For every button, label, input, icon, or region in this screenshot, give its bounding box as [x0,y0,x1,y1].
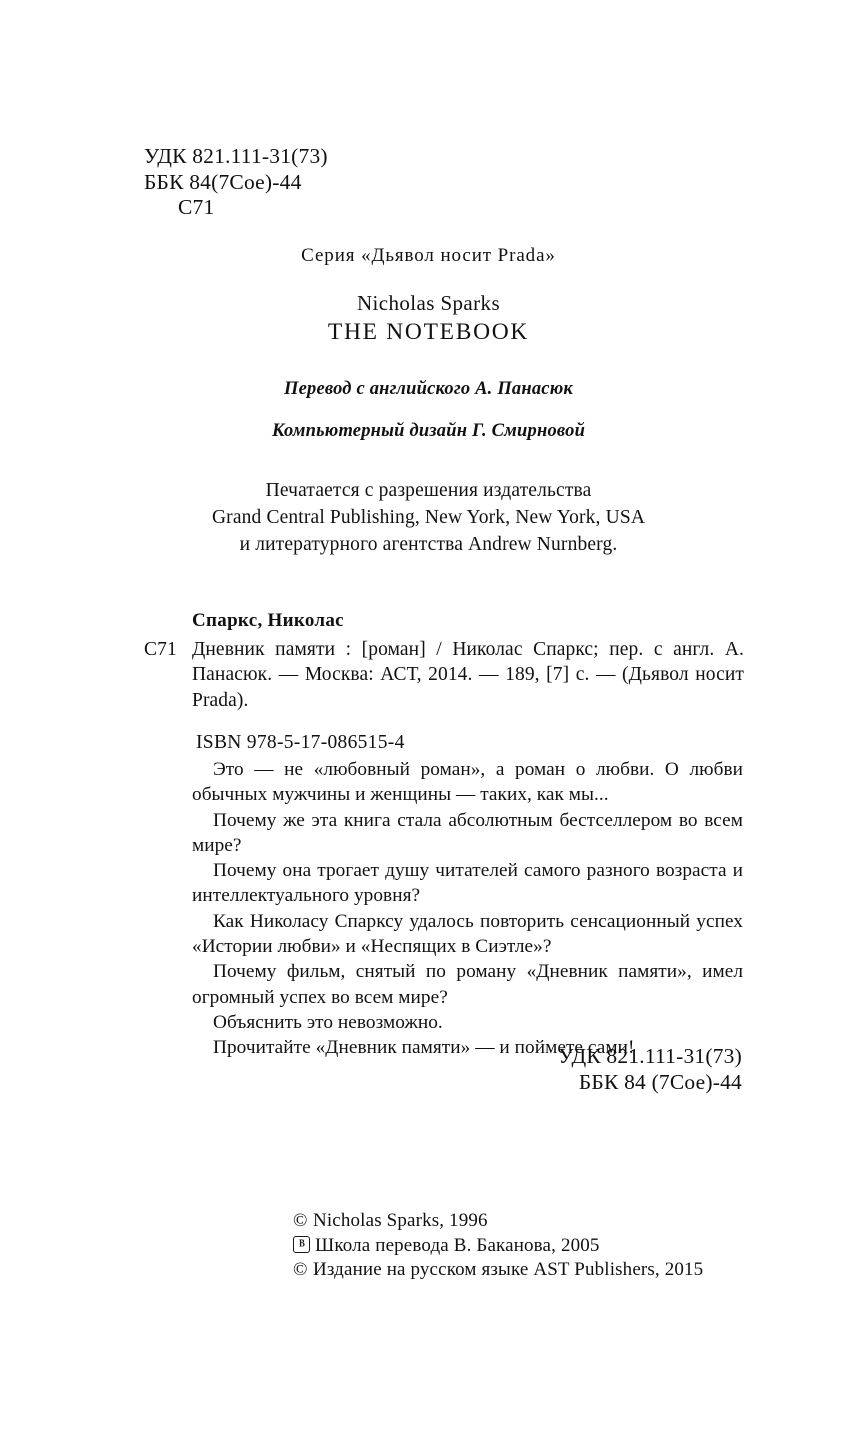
permission-line-3: и литературного агентства Andrew Nurnberg. [239,534,618,555]
original-title: THE NOTEBOOK [327,319,530,345]
annotation-paragraph: Почему она трогает душу читателей самого разного возраста и интеллектуального уровня? [192,860,743,907]
series-line: Серия «Дьявол носит Prada» [301,245,556,266]
udk-code-top: УДК 821.111-31(73) [144,144,328,168]
copyright-symbol-icon: © [293,1259,308,1280]
bbk-code-top: ББК 84(7Сое)-44 [144,169,302,194]
permission-block [0,477,857,558]
copyright-text: Издание на русском языке AST Publishers, 2015 [313,1259,704,1280]
copyright-line [293,1258,703,1283]
copyright-line [293,1209,703,1234]
cip-record [144,608,744,756]
annotation-paragraph: Почему же эта книга стала абсолютным бестселлером во всем мире? [192,809,743,856]
author-sign-top: С71 [178,195,215,219]
cip-author-sign: С71 [144,638,177,660]
udk-code-bottom: УДК 821.111-31(73) [558,1044,742,1068]
cip-description-text: Дневник памяти : [роман] / Николас Спаркс; пер. с англ. А. Панасюк. — Москва: АСТ, 2014. — 189, [7] с. — (Дьявол носит Prada). [192,638,744,711]
annotation-paragraph: Почему фильм, снятый по роману «Дневник памяти», имел огромный успех во всем мире? [192,961,743,1008]
copyright-block [293,1209,703,1283]
copyright-symbol-icon: © [293,1210,308,1231]
annotation-block [192,757,743,1061]
original-author: Nicholas Sparks [356,291,501,315]
bbk-code-bottom: ББК 84 (7Сое)-44 [578,1070,742,1094]
bakanov-school-logo-icon [293,1236,310,1253]
permission-line-1: Печатается с разрешения издательства [265,480,592,501]
annotation-paragraph: Прочитайте «Дневник памяти» — и поймете сами! [213,1037,635,1059]
isbn: ISBN 978-5-17-086515-4 [196,732,405,753]
annotation-paragraph: Как Николасу Спарксу удалось повторить сенсационный успех «Истории любви» и «Неспящих в Сиэтле»? [192,910,743,958]
copyright-line [293,1234,703,1259]
copyright-text: Nicholas Sparks, 1996 [313,1210,488,1231]
designer-credit: Компьютерный дизайн Г. Смирновой [271,421,586,441]
cip-description [144,637,744,714]
cip-author-name: Спаркс, Николас [192,610,344,631]
permission-line-2: Grand Central Publishing, New York, New York, USA [211,507,646,528]
classification-codes-top [144,144,328,221]
annotation-paragraph: Объяснить это невозможно. [213,1011,443,1033]
classification-codes-bottom [558,1043,742,1095]
copyright-text: Школа перевода В. Баканова, 2005 [315,1234,600,1256]
translator-credit: Перевод с английского А. Панасюк [284,379,573,399]
annotation-paragraph: Это — не «любовный роман», а роман о любви. О любви обычных мужчины и женщины — таких, как мы... [192,759,743,806]
